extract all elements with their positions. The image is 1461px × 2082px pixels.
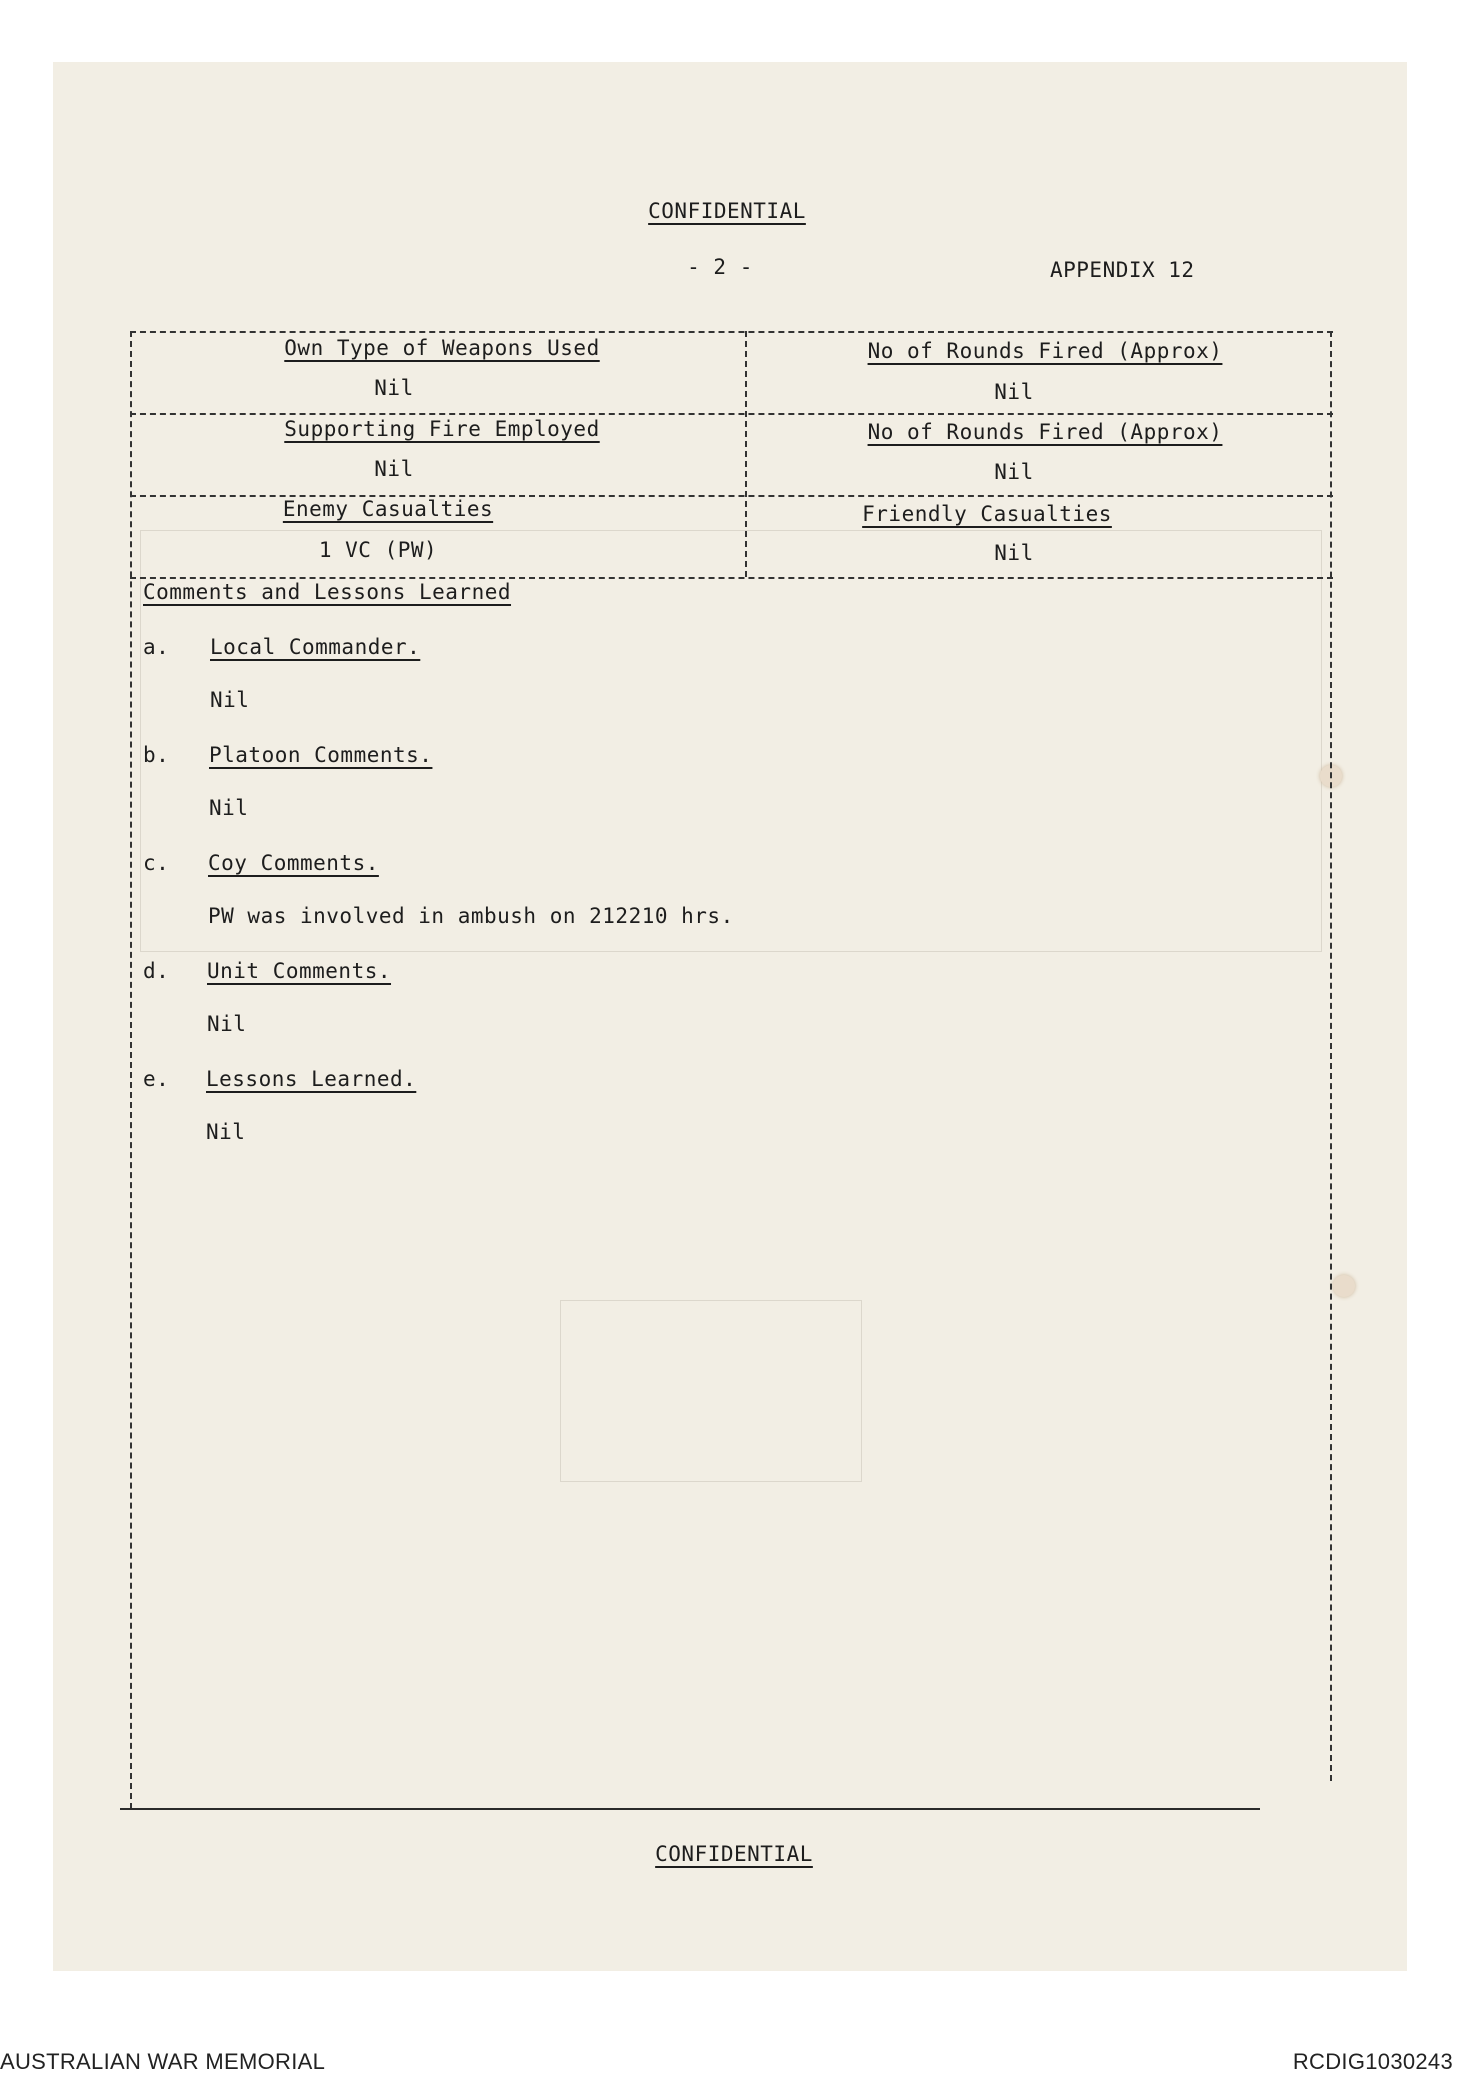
rounds-fired-label-2: No of Rounds Fired (Approx) (867, 420, 1223, 444)
item-text: Nil (207, 1012, 247, 1036)
item-letter: a. (143, 635, 170, 659)
bleed-through-sketch (560, 1300, 862, 1482)
item-heading: Unit Comments. (207, 959, 392, 983)
rounds-fired-label-1: No of Rounds Fired (Approx) (867, 339, 1223, 363)
friendly-casualties-value: Nil (994, 541, 1034, 565)
item-letter: d. (143, 959, 170, 983)
item-heading: Coy Comments. (208, 851, 379, 875)
item-text: Nil (206, 1120, 246, 1144)
item-letter: b. (143, 743, 170, 767)
supporting-fire-value: Nil (374, 457, 414, 481)
item-heading: Platoon Comments. (209, 743, 433, 767)
item-heading: Lessons Learned. (206, 1067, 417, 1091)
enemy-casualties-label: Enemy Casualties (282, 497, 494, 521)
item-letter: e. (143, 1067, 170, 1091)
classification-header: CONFIDENTIAL (648, 199, 806, 223)
rounds-fired-value-2: Nil (994, 460, 1034, 484)
archive-name: AUSTRALIAN WAR MEMORIAL (0, 2049, 326, 2074)
enemy-casualties-value: 1 VC (PW) (318, 538, 438, 562)
own-weapons-value: Nil (374, 376, 414, 400)
classification-footer: CONFIDENTIAL (655, 1842, 813, 1866)
friendly-casualties-label: Friendly Casualties (862, 502, 1112, 526)
item-text: Nil (209, 796, 249, 820)
item-text: Nil (210, 688, 250, 712)
staple-hole-bottom (1333, 1275, 1355, 1297)
page-number: - 2 - (687, 255, 753, 279)
record-id: RCDIG1030243 (1292, 2049, 1453, 2074)
comments-title: Comments and Lessons Learned (143, 580, 512, 604)
supporting-fire-label: Supporting Fire Employed (284, 417, 600, 441)
item-text: PW was involved in ambush on 212210 hrs. (208, 904, 734, 928)
appendix-label: APPENDIX 12 (1050, 258, 1195, 282)
item-letter: c. (143, 851, 170, 875)
rounds-fired-value-1: Nil (994, 380, 1034, 404)
own-weapons-label: Own Type of Weapons Used (284, 336, 600, 360)
item-heading: Local Commander. (210, 635, 421, 659)
